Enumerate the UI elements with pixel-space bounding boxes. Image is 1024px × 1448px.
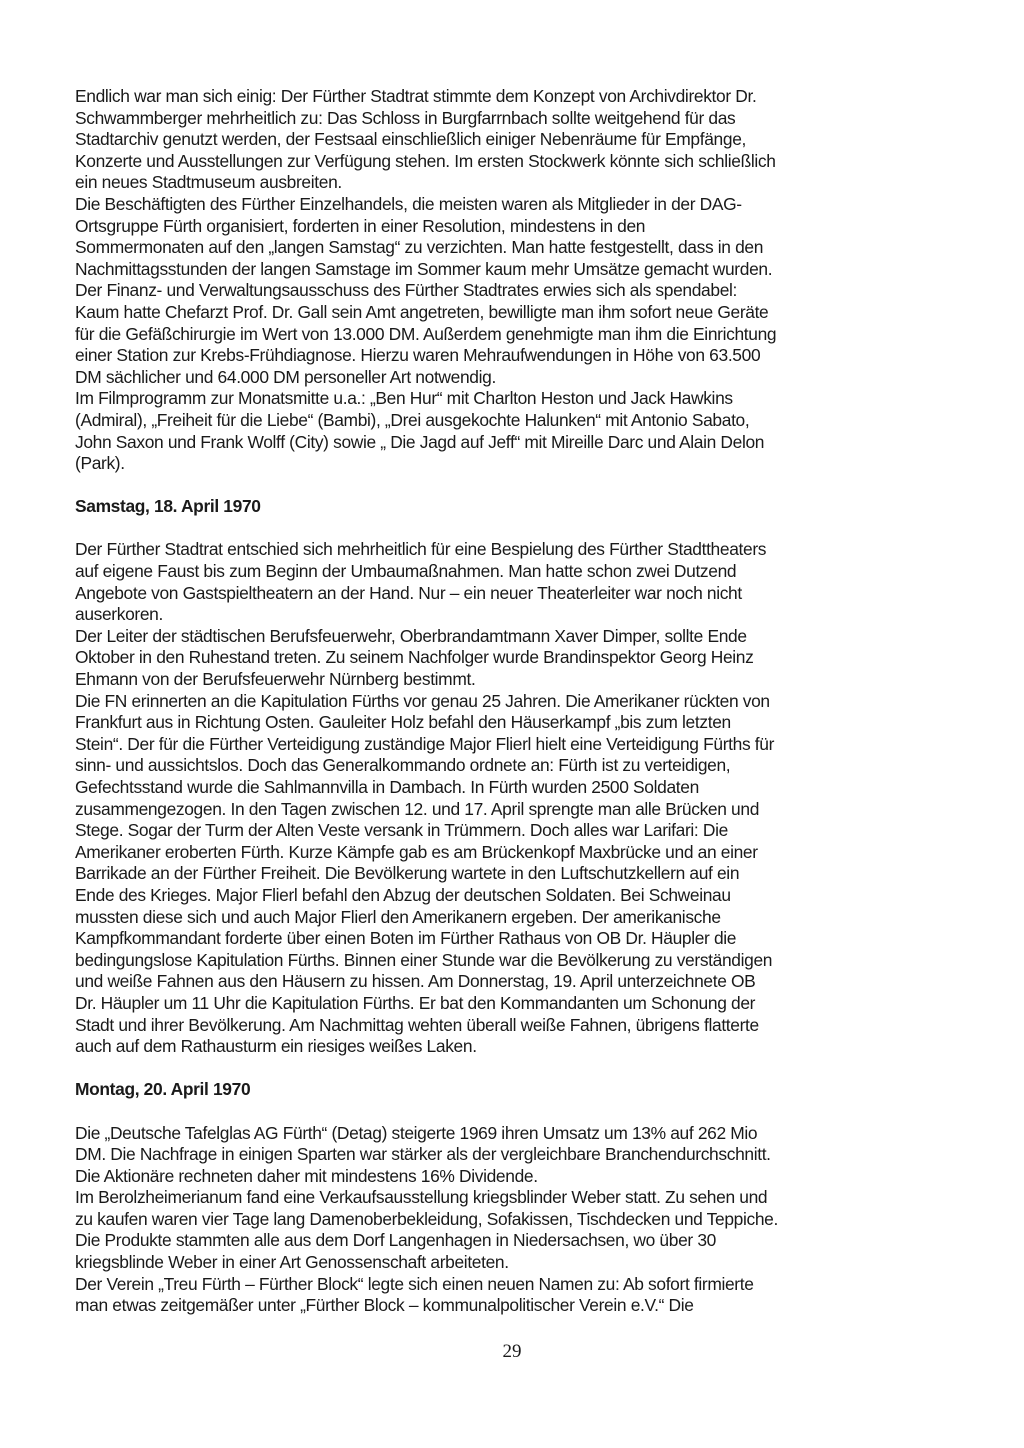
paragraph-kapitulation: Die FN erinnerten an die Kapitulation Fürths vor genau 25 Jahren. Die Amerikaner rückten von Frankfurt aus in Richtung Osten. Gauleiter Holz befahl den Häuserkampf „bis zum letzten Stein“. Der für die Fürther Verteidigung zuständige Major Flierl hielt eine Verteidigung Fürths für sinn- und aussichtslos. Doch das Generalkommando ordnete an: Fürth ist zu verteidigen, Gefechtsstand wurde die Sahlmannvilla in Dambach. In Fürth wurden 2500 Soldaten zusammengezogen. In den Tagen zwischen 12. und 17. April sprengte man alle Brücken und Stege. Sogar der Turm der Alten Veste versank in Trümmern. Doch alles war Larifari: Die Amerikaner eroberten Fürth. Kurze Kämpfe gab es am Brückenkopf Maxbrücke und an einer Barrikade an der Fürther Freiheit. Die Bevölkerung wartete in den Luftschutzkellern auf ein Ende des Krieges. Major Flierl befahl den Abzug der deutschen Soldaten. Bei Schweinau mussten diese sich und auch Major Flierl den Amerikanern ergeben. Der amerikanische Kampfkommandant forderte über einen Boten im Fürther Rathaus von OB Dr. Häupler die bedingungslose Kapitulation Fürths. Binnen einer Stunde war die Bevölkerung zu verständigen und weiße Fahnen aus den Häusern zu hissen. Am Donnerstag, 19. April unterzeichnete OB Dr. Häupler um 11 Uhr die Kapitulation Fürths. Er bat den Kommandanten um Schonung der Stadt und ihrer Bevölkerung. Am Nachmittag wehten überall weiße Fahnen, übrigens flatterte auch auf dem Rathausturm ein riesiges weißes Laken. xyxy=(75,690,775,1057)
section-heading: Samstag, 18. April 1970 xyxy=(75,496,261,517)
paragraph-stadttheater: Der Fürther Stadtrat entschied sich mehrheitlich für eine Bespielung des Fürther Stadttheaters auf eigene Faust bis zum Beginn der Umbaumaßnahmen. Man hatte schon zwei Dutzend Angebote von Gastspieltheatern an der Hand. Nur – ein neuer Theaterleiter war noch nicht auserkoren. xyxy=(75,539,767,625)
document-body xyxy=(75,86,955,1317)
paragraph-fuerther-block: Der Verein „Treu Fürth – Fürther Block“ legte sich einen neuen Namen zu: Ab sofort firmierte man etwas zeitgemäßer unter „Fürther Block – kommunalpolitischer Verein e.V.“ Die xyxy=(75,1273,754,1316)
section-samstag-18-april xyxy=(75,496,955,1057)
section-intro xyxy=(75,86,955,475)
paragraph-einzelhandel: Die Beschäftigten des Fürther Einzelhandels, die meisten waren als Mitglieder in der DAG- Ortsgruppe Fürth organisiert, forderten in einer Resolution, mindestens in den Sommermonaten auf den „langen Samstag“ zu verzichten. Man hatte festgestellt, dass in den Nachmittagsstunden der langen Samstage im Sommer kaum mehr Umsätze gemacht wurden. xyxy=(75,193,773,279)
paragraph-schloss-burgfarrnbach: Endlich war man sich einig: Der Fürther Stadtrat stimmte dem Konzept von Archivdirektor Dr. Schwammberger mehrheitlich zu: Das Schloss in Burgfarrnbach sollte weitgehend für das Stadtarchiv genutzt werden, der Festsaal einschließlich einiger Nebenräume für Empfänge, Konzerte und Ausstellungen zur Verfügung stehen. Im ersten Stockwerk könnte sich schließlich ein neues Stadtmuseum ausbreiten. xyxy=(75,86,776,193)
paragraph-berufsfeuerwehr: Der Leiter der städtischen Berufsfeuerwehr, Oberbrandamtmann Xaver Dimper, sollte Ende Oktober in den Ruhestand treten. Zu seinem Nachfolger wurde Brandinspektor Georg Heinz Ehmann von der Berufsfeuerwehr Nürnberg bestimmt. xyxy=(75,625,754,690)
paragraph-finanzausschuss: Der Finanz- und Verwaltungsausschuss des Fürther Stadtrates erwies sich als spendabel: Kaum hatte Chefarzt Prof. Dr. Gall sein Amt angetreten, bewilligte man ihm sofort neue Geräte für die Gefäßchirurgie im Wert von 13.000 DM. Außerdem genehmigte man ihm die Einrichtung einer Station zur Krebs-Frühdiagnose. Hierzu waren Mehraufwendungen in Höhe von 63.500 DM sächlicher und 64.000 DM personeller Art notwendig. xyxy=(75,280,777,387)
spacer xyxy=(75,518,955,540)
section-heading: Montag, 20. April 1970 xyxy=(75,1079,251,1100)
spacer xyxy=(75,1101,955,1123)
paragraph-filmprogramm: Im Filmprogramm zur Monatsmitte u.a.: „Ben Hur“ mit Charlton Heston und Jack Hawkins (Admiral), „Freiheit für die Liebe“ (Bambi), „Drei ausgekochte Halunken“ mit Antonio Sabato, John Saxon und Frank Wolff (City) sowie „ Die Jagd auf Jeff“ mit Mireille Darc und Alain Delon (Park). xyxy=(75,388,765,474)
page-number: 29 xyxy=(502,1341,522,1362)
spacer xyxy=(75,1058,955,1080)
section-montag-20-april xyxy=(75,1079,955,1317)
paragraph-tafelglas: Die „Deutsche Tafelglas AG Fürth“ (Detag) steigerte 1969 ihren Umsatz um 13% auf 262 Mio DM. Die Nachfrage in einigen Sparten war stärker als der vergleichbare Branchendurchschnitt. Die Aktionäre rechneten daher mit mindestens 16% Dividende. xyxy=(75,1122,771,1186)
paragraph-verkaufsausstellung: Im Berolzheimerianum fand eine Verkaufsausstellung kriegsblinder Weber statt. Zu sehen und zu kaufen waren vier Tage lang Damenoberbekleidung, Sofakissen, Tischdecken und Teppiche. Die Produkte stammten alle aus dem Dorf Langenhagen in Niedersachsen, wo über 30 kriegsblinde Weber in einer Art Genossenschaft arbeiteten. xyxy=(75,1187,778,1273)
spacer xyxy=(75,475,955,497)
